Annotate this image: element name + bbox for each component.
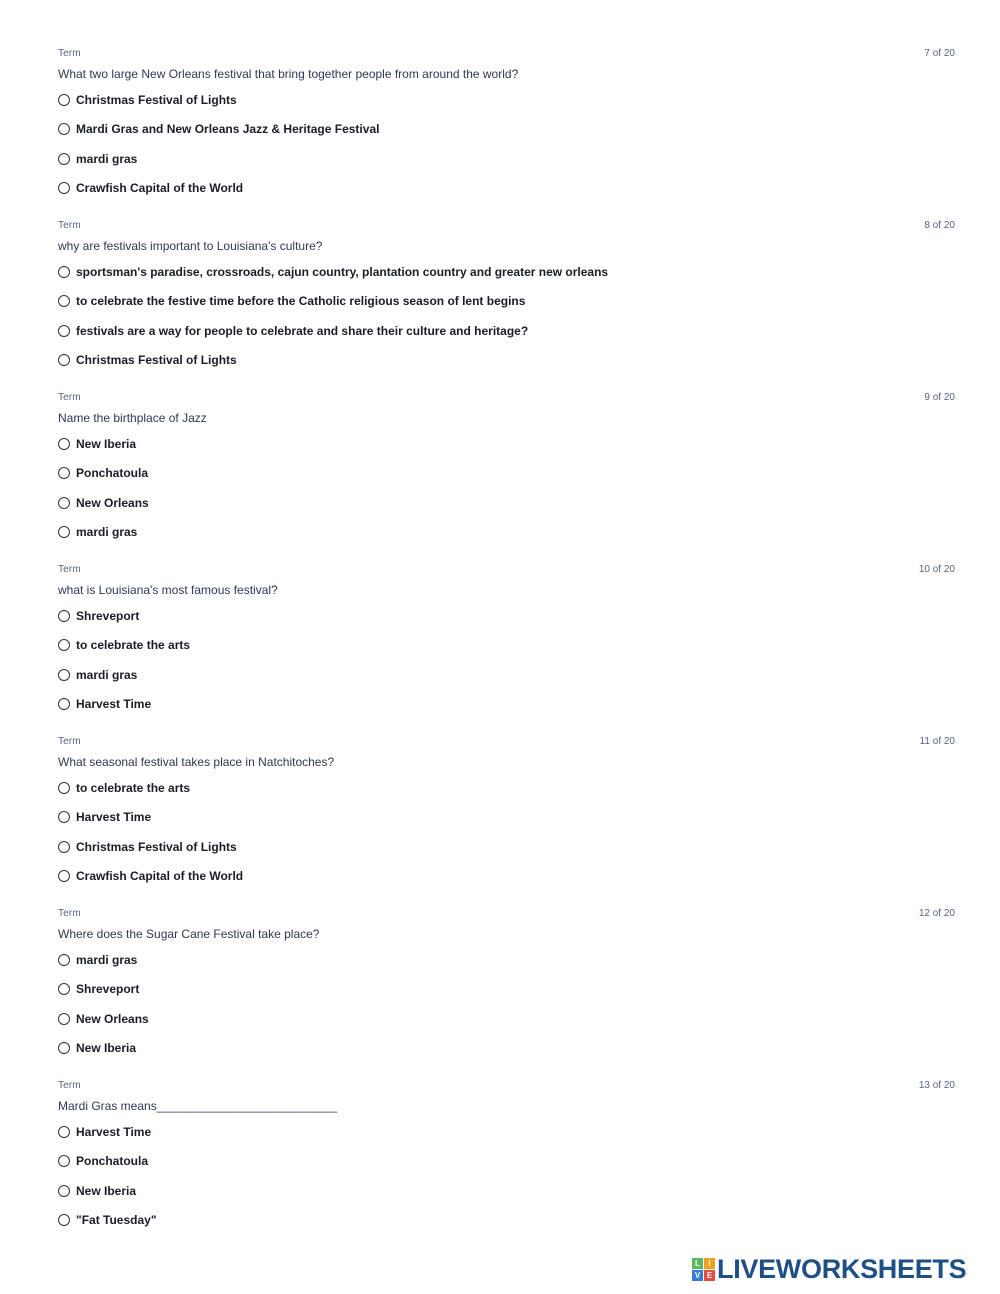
answer-option-label: Christmas Festival of Lights [76, 93, 237, 107]
answer-option-label: mardi gras [76, 953, 138, 967]
answer-option-label: sportsman's paradise, crossroads, cajun country, plantation country and greater new orleans [76, 265, 609, 279]
answer-option-label: Christmas Festival of Lights [76, 839, 237, 854]
answer-option[interactable] [58, 496, 955, 525]
question-header [58, 562, 955, 580]
question-counter: 9 of 20 [924, 392, 955, 403]
term-label: Term [58, 564, 81, 575]
answer-option-label: New Iberia [76, 1183, 137, 1198]
radio-button-icon[interactable] [58, 325, 70, 337]
answer-option[interactable] [58, 1184, 955, 1213]
answer-option[interactable] [58, 525, 955, 554]
answer-options [58, 265, 955, 382]
question-text: Where does the Sugar Cane Festival take place? [58, 927, 320, 941]
radio-button-icon[interactable] [58, 639, 70, 651]
radio-button-icon[interactable] [58, 153, 70, 165]
answer-option-label: mardi gras [76, 151, 138, 166]
radio-button-icon[interactable] [58, 1214, 70, 1226]
radio-button-icon[interactable] [58, 1042, 70, 1054]
answer-option-label: New Iberia [76, 437, 137, 451]
answer-option-label: mardi gras [76, 524, 138, 539]
question-counter: 11 of 20 [919, 736, 955, 747]
answer-option-label: Crawfish Capital of the World [76, 180, 244, 195]
answer-option-label: mardi gras [76, 667, 138, 682]
question-header [58, 218, 955, 236]
answer-option-label: New Orleans [76, 495, 149, 510]
answer-options [58, 781, 955, 898]
answer-option-label: Harvest Time [76, 696, 152, 711]
answer-option-label: Christmas Festival of Lights [76, 352, 237, 367]
answer-options [58, 93, 955, 210]
radio-button-icon[interactable] [58, 870, 70, 882]
question-text: why are festivals important to Louisiana's culture? [58, 239, 323, 253]
answer-option[interactable] [58, 181, 955, 210]
answer-option[interactable] [58, 668, 955, 697]
radio-button-icon[interactable] [58, 698, 70, 710]
answer-option-label: Ponchatoula [76, 466, 149, 481]
answer-option[interactable] [58, 982, 955, 1011]
radio-button-icon[interactable] [58, 94, 70, 106]
answer-option[interactable] [58, 353, 955, 382]
question-list [58, 46, 955, 1250]
radio-button-icon[interactable] [58, 610, 70, 622]
answer-option[interactable] [58, 265, 955, 294]
answer-option[interactable] [58, 437, 955, 466]
radio-button-icon[interactable] [58, 983, 70, 995]
question-header [58, 906, 955, 924]
question-card [58, 218, 955, 390]
term-label: Term [58, 908, 81, 919]
question-header [58, 390, 955, 408]
answer-option-label: Crawfish Capital of the World [76, 868, 244, 883]
answer-options [58, 1125, 955, 1242]
liveworksheets-logo [692, 1254, 966, 1284]
radio-button-icon[interactable] [58, 123, 70, 135]
radio-button-icon[interactable] [58, 1126, 70, 1138]
logo-block: L [692, 1258, 703, 1269]
answer-option[interactable] [58, 1041, 955, 1070]
logo-wordmark: LIVEWORKSHEETS [717, 1254, 967, 1284]
question-counter: 7 of 20 [924, 48, 955, 59]
answer-options [58, 609, 955, 726]
radio-button-icon[interactable] [58, 782, 70, 794]
question-card [58, 562, 955, 734]
answer-option-label: to celebrate the arts [76, 781, 191, 795]
question-text: What two large New Orleans festival that bring together people from around the world? [58, 67, 519, 81]
term-label: Term [58, 48, 81, 59]
radio-button-icon[interactable] [58, 354, 70, 366]
answer-option[interactable] [58, 1125, 955, 1154]
question-counter: 10 of 20 [918, 564, 955, 575]
radio-button-icon[interactable] [58, 182, 70, 194]
radio-button-icon[interactable] [58, 438, 70, 450]
answer-option[interactable] [58, 953, 955, 982]
radio-button-icon[interactable] [58, 669, 70, 681]
answer-option[interactable] [58, 869, 955, 898]
radio-button-icon[interactable] [58, 841, 70, 853]
answer-option[interactable] [58, 93, 955, 122]
question-header [58, 46, 955, 64]
question-card [58, 390, 955, 562]
answer-option-label: Shreveport [76, 982, 140, 997]
answer-option[interactable] [58, 781, 955, 810]
answer-option[interactable] [58, 609, 955, 638]
answer-option-label: Mardi Gras and New Orleans Jazz & Heritage Festival [76, 122, 380, 137]
question-header [58, 1078, 955, 1096]
question-text: What seasonal festival takes place in Natchitoches? [58, 755, 335, 769]
answer-option-label: Shreveport [76, 609, 140, 623]
question-card [58, 906, 955, 1078]
question-counter: 8 of 20 [924, 220, 955, 231]
answer-option[interactable] [58, 324, 955, 353]
logo-block: E [704, 1270, 715, 1281]
answer-option-label: New Orleans [76, 1011, 149, 1026]
question-text: what is Louisiana's most famous festival? [58, 583, 278, 597]
radio-button-icon[interactable] [58, 811, 70, 823]
question-card [58, 734, 955, 906]
answer-option[interactable] [58, 638, 955, 667]
logo-block: V [692, 1270, 703, 1281]
radio-button-icon[interactable] [58, 467, 70, 479]
answer-option-label: Harvest Time [76, 1125, 152, 1139]
radio-button-icon[interactable] [58, 1155, 70, 1167]
question-header [58, 734, 955, 752]
question-counter: 13 of 20 [918, 1080, 955, 1091]
answer-option[interactable] [58, 810, 955, 839]
logo-blocks [692, 1258, 715, 1281]
answer-options [58, 953, 955, 1070]
answer-option-label: "Fat Tuesday" [76, 1212, 157, 1227]
term-label: Term [58, 392, 81, 403]
answer-option-label: Ponchatoula [76, 1154, 149, 1169]
radio-button-icon[interactable] [58, 266, 70, 278]
radio-button-icon[interactable] [58, 1013, 70, 1025]
answer-option[interactable] [58, 122, 955, 151]
question-card [58, 1078, 955, 1250]
radio-button-icon[interactable] [58, 295, 70, 307]
answer-option-label: to celebrate the arts [76, 638, 191, 653]
term-label: Term [58, 736, 81, 747]
answer-option-label: Harvest Time [76, 810, 152, 825]
answer-option[interactable] [58, 294, 955, 323]
question-counter: 12 of 20 [918, 908, 955, 919]
answer-options [58, 437, 955, 554]
answer-option[interactable] [58, 840, 955, 869]
radio-button-icon[interactable] [58, 497, 70, 509]
term-label: Term [58, 220, 81, 231]
radio-button-icon[interactable] [58, 954, 70, 966]
question-text: Mardi Gras means___________________________ [58, 1099, 337, 1113]
radio-button-icon[interactable] [58, 526, 70, 538]
answer-option[interactable] [58, 1213, 955, 1242]
answer-option-label: New Iberia [76, 1040, 137, 1055]
answer-option-label: to celebrate the festive time before the Catholic religious season of lent begins [76, 294, 526, 309]
answer-option[interactable] [58, 152, 955, 181]
answer-option-label: festivals are a way for people to celebrate and share their culture and heritage? [76, 323, 529, 338]
question-card [58, 46, 955, 218]
answer-option[interactable] [58, 466, 955, 495]
answer-option[interactable] [58, 697, 955, 726]
answer-option[interactable] [58, 1154, 955, 1183]
radio-button-icon[interactable] [58, 1185, 70, 1197]
answer-option[interactable] [58, 1012, 955, 1041]
term-label: Term [58, 1080, 81, 1091]
question-text: Name the birthplace of Jazz [58, 411, 207, 425]
logo-block: I [704, 1258, 715, 1269]
